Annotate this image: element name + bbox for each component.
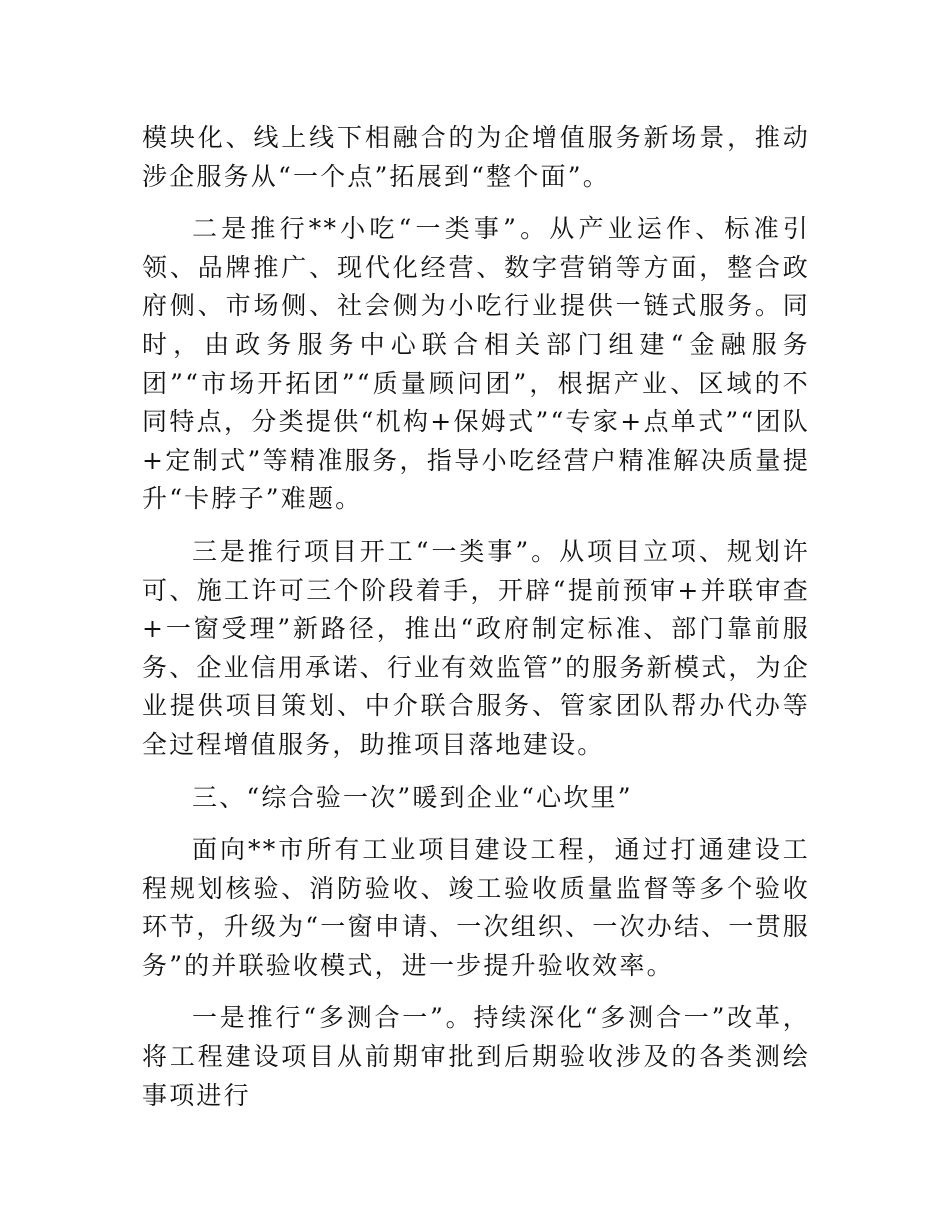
paragraph-snack-service: 二是推行**小吃“一类事”。从产业运作、标准引领、品牌推广、现代化经营、数字营销等方面，整合政府侧、市场侧、社会侧为小吃行业提供一链式服务。同时，由政务服务中心联合相关部门组建“金融服务团”“市场开拓团”“质量顾问团”，根据产业、区域的不同特点，分类提供“机构+保姆式”“专家+点单式”“团队+定制式”等精准服务，指导小吃经营户精准解决质量提升“卡脖子”难题。 — [142, 214, 810, 514]
paragraph-continuation: 模块化、线上线下相融合的为企增值服务新场景，推动涉企服务从“一个点”拓展到“整个面”。 — [142, 123, 810, 191]
paragraph-multi-survey: 一是推行“多测合一”。持续深化“多测合一”改革，将工程建设项目从前期审批到后期验收涉及的各类测绘事项进行 — [142, 1003, 810, 1110]
paragraph-project-start: 三是推行项目开工“一类事”。从项目立项、规划许可、施工许可三个阶段着手，开辟“提前预审+并联审查+一窗受理”新路径，推出“政府制定标准、部门靠前服务、企业信用承诺、行业有效监管”的服务新模式，为企业提供项目策划、中介联合服务、管家团队帮办代办等全过程增值服务，助推项目落地建设。 — [142, 536, 810, 759]
document-page — [142, 119, 810, 1129]
section-heading: 三、“综合验一次”暖到企业“心坎里” — [192, 782, 633, 812]
paragraph-acceptance: 面向**市所有工业项目建设工程，通过打通建设工程规划核验、消防验收、竣工验收质量监督等多个验收环节，升级为“一窗申请、一次组织、一次办结、一贯服务”的并联验收模式，进一步提升验收效率。 — [142, 835, 810, 980]
